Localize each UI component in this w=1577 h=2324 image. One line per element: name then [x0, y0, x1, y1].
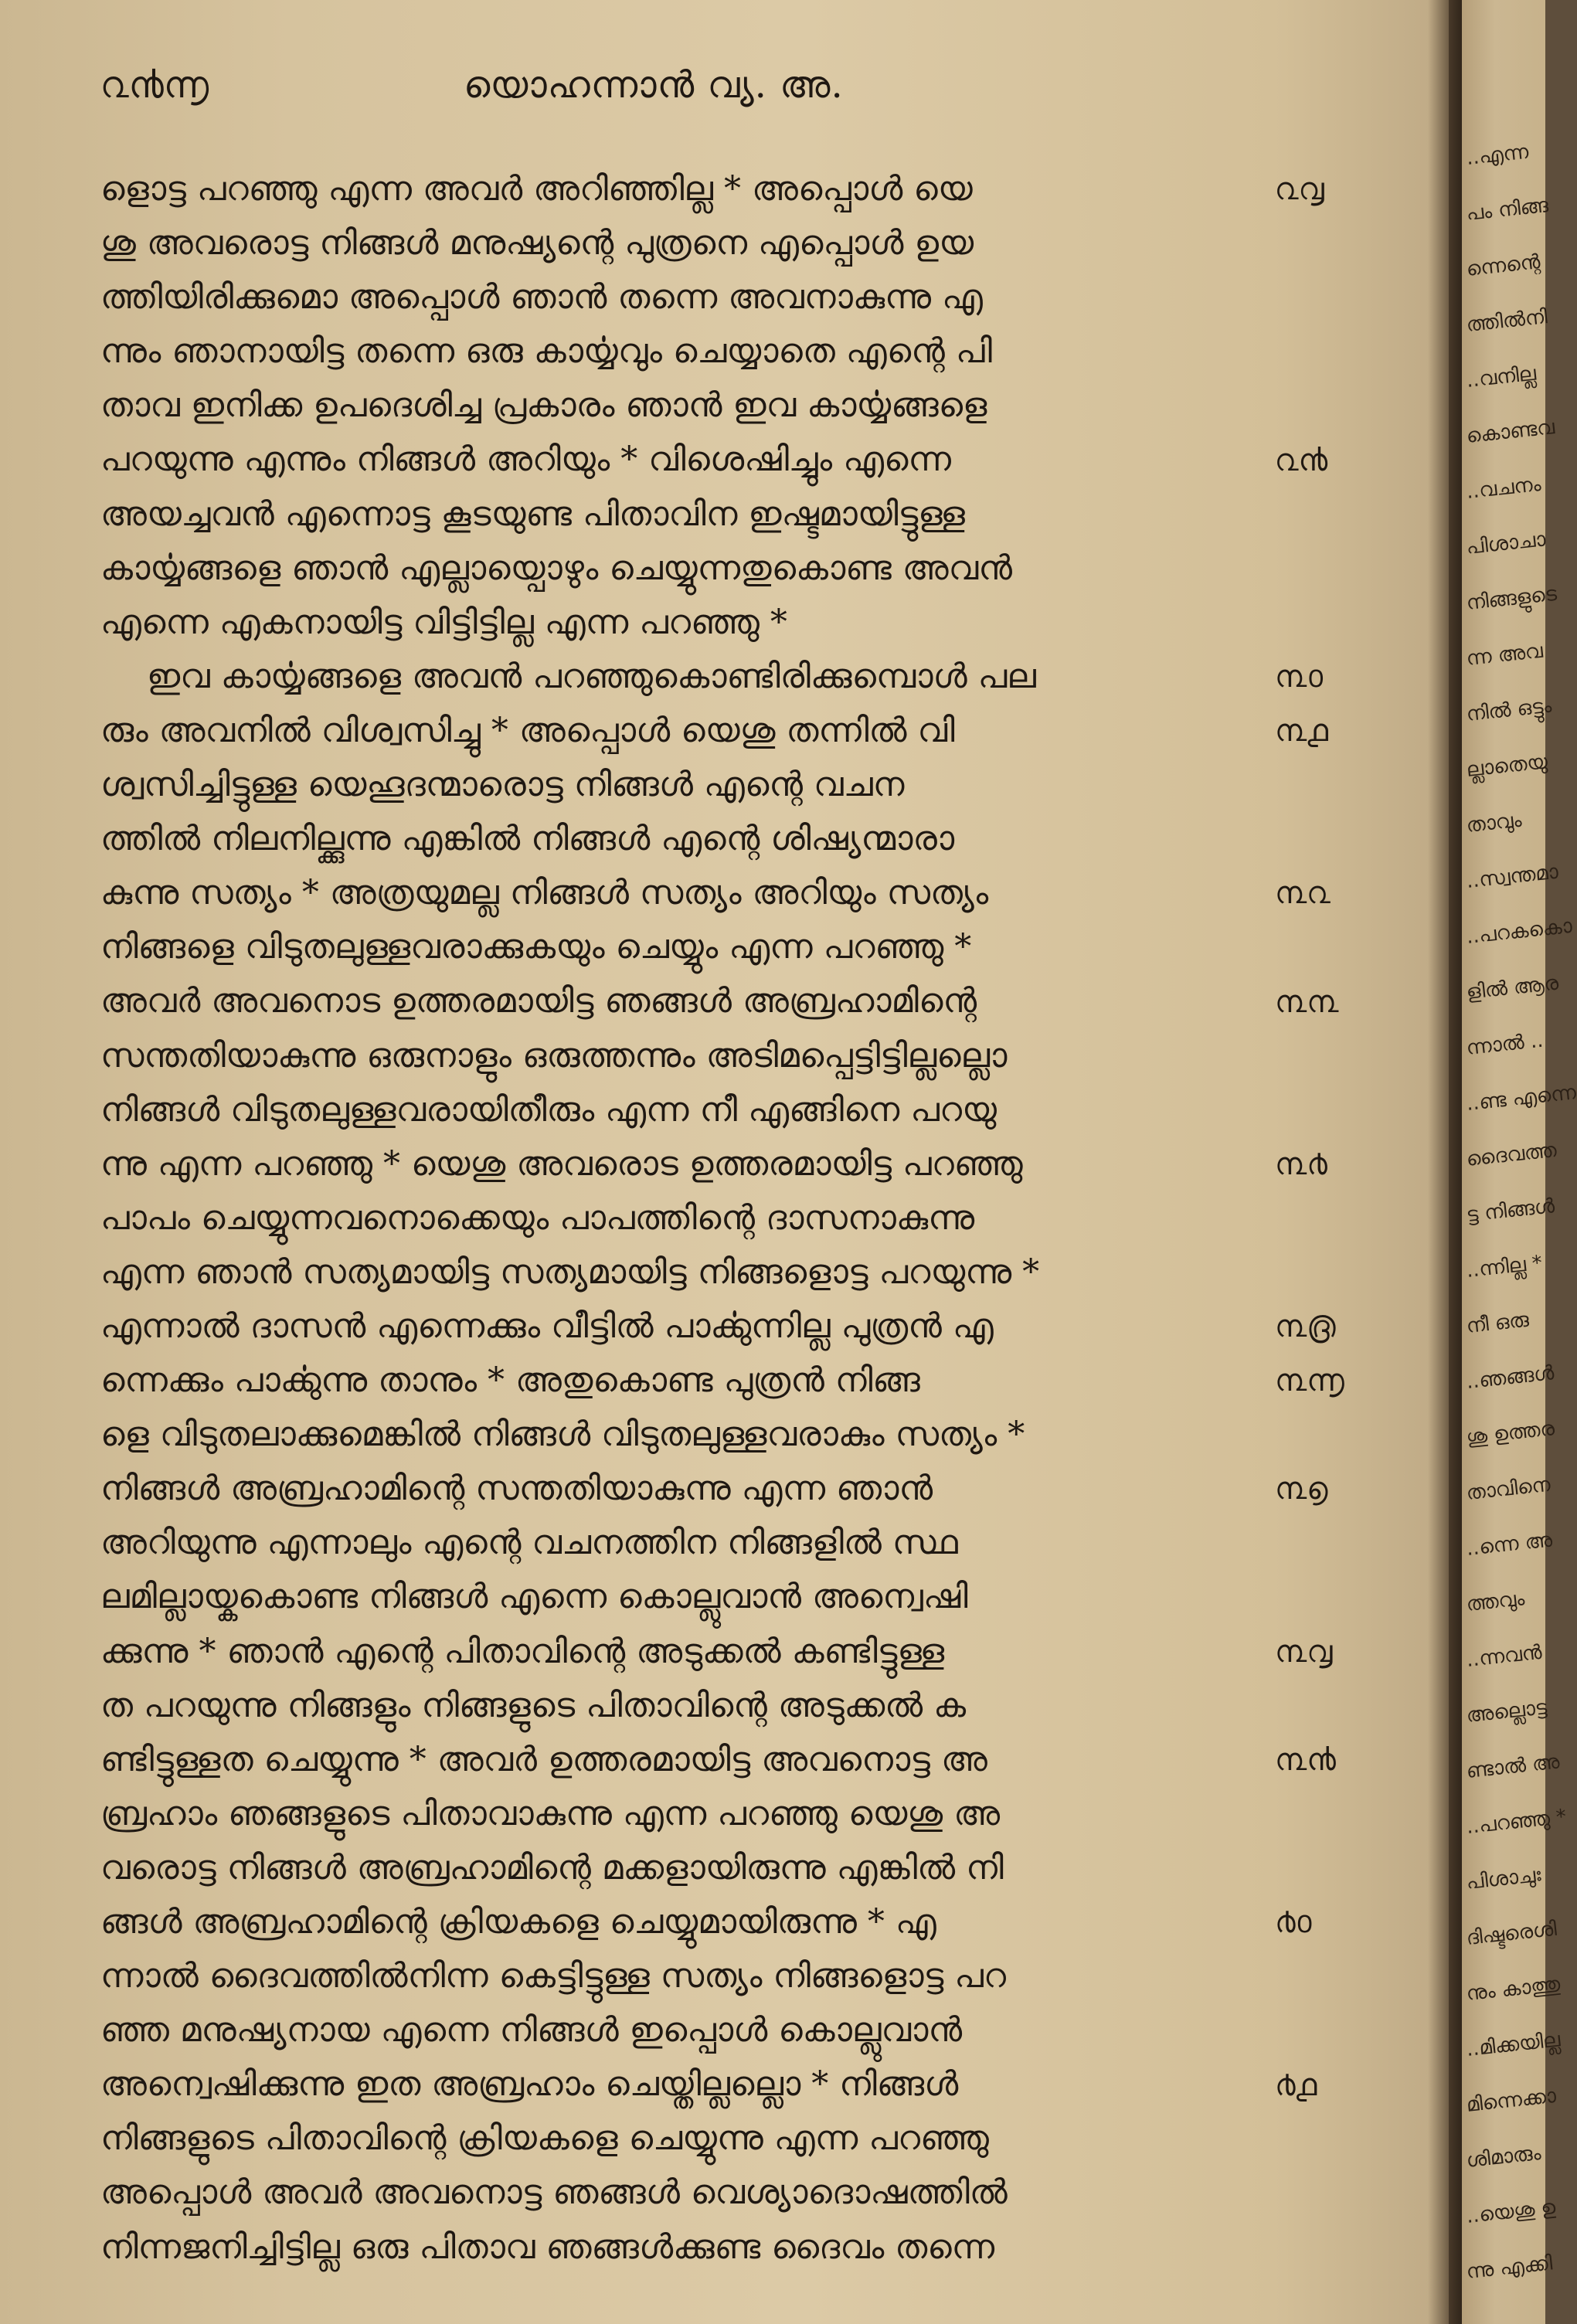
text-line: വരൊട്ട നിങ്ങൾ അബ്രഹാമിന്റെ മക്കളായിരുന്നു എങ്കിൽ നി	[100, 1847, 1004, 1887]
facing-page-fragment: മിന്നെക്കാ	[1465, 2084, 1558, 2117]
facing-page-fragment: ..ന്നെ അ	[1465, 1528, 1554, 1561]
running-title: യൊഹന്നാൻ വ്യ. അ.	[464, 63, 844, 107]
text-line: ന്നു എന്ന പറഞ്ഞു * യെശു അവരൊട ഉത്തരമായിട്ട പറഞ്ഞു	[100, 1143, 1023, 1184]
facing-page-fragment: ണ്ടാൽ അ	[1465, 1750, 1561, 1783]
facing-page-fragment: ശു ഉത്തര	[1465, 1417, 1556, 1449]
text-line: അന്വെഷിക്കുന്നു ഇത അബ്രഹാം ചെയ്തില്ലല്ലൊ * നിങ്ങൾ	[100, 2064, 959, 2105]
facing-page-fragment: ല്ലാതെയു	[1465, 750, 1549, 782]
text-line: രും അവനിൽ വിശ്വസിച്ചു * അപ്പൊൾ യെശു തന്നിൽ വി	[100, 710, 955, 750]
facing-page-fragment: ന്ന അവ	[1465, 639, 1545, 671]
text-line: നിങ്ങളുടെ പിതാവിന്റെ ക്രിയകളെ ചെയ്യുന്നു എന്ന പറഞ്ഞു	[100, 2118, 989, 2159]
facing-page-fragment: ശിമാരും	[1465, 2141, 1542, 2173]
verse-number: ൩൧	[1275, 713, 1328, 749]
facing-page-edge	[1462, 0, 1577, 2324]
facing-page-fragment: ത്തിൽനി	[1465, 305, 1549, 337]
text-line: കാൎയ്യങ്ങളെ ഞാൻ എല്ലായ്പൊഴും ചെയ്യുന്നതുകൊണ്ട അവൻ	[100, 548, 1013, 588]
text-line: ത്തിൽ നിലനില്ക്കുന്നു എങ്കിൽ നിങ്ങൾ എന്റെ ശിഷ്യന്മാരാ	[100, 819, 955, 859]
text-line: പറയുന്നു എന്നും നിങ്ങൾ അറിയും * വിശെഷിച്ചും എന്നെ	[100, 440, 951, 480]
text-line: നിങ്ങൾ അബ്രഹാമിന്റെ സന്തതിയാകുന്നു എന്ന ഞാൻ	[100, 1469, 933, 1509]
text-line: ത പറയുന്നു നിങ്ങളും നിങ്ങളുടെ പിതാവിന്റെ അടുക്കൽ ക	[100, 1685, 967, 1725]
facing-page-fragment: ത്തവും	[1465, 1587, 1526, 1616]
text-line: നിങ്ങൾ വിടുതലുള്ളവരായിതീരും എന്ന നീ എങ്ങിനെ പറയു	[100, 1089, 997, 1130]
facing-page-fragment: ട്ട നിങ്ങൾ	[1465, 1194, 1556, 1227]
facing-page-fragment: ..ന്നവൻ	[1465, 1640, 1543, 1672]
text-line: ളൊട്ട പറഞ്ഞു എന്ന അവർ അറിഞ്ഞില്ല * അപ്പൊൾ യെ	[100, 169, 973, 209]
text-line: ശ്വസിച്ചിട്ടുള്ള യെഹൂദന്മാരൊട്ട നിങ്ങൾ എന്റെ വചന	[100, 765, 905, 805]
verse-number: ൨൯	[1275, 442, 1328, 478]
text-line: ബ്രഹാം ഞങ്ങളുടെ പിതാവാകുന്നു എന്ന പറഞ്ഞു യെശു അ	[100, 1793, 1001, 1833]
text-line: എന്ന ഞാൻ സത്യമായിട്ട സത്യമായിട്ട നിങ്ങളൊട്ട പറയുന്നു *	[100, 1252, 1040, 1292]
verse-number: ൩൪	[1275, 1146, 1327, 1182]
verse-number: ൩൨	[1275, 875, 1331, 912]
verse-number: ൩൮	[1275, 1633, 1333, 1670]
text-line: ശു അവരൊട്ട നിങ്ങൾ മനുഷ്യന്റെ പുത്രനെ എപ്പൊൾ ഉയ	[100, 223, 974, 263]
facing-page-fragment: ..ഞങ്ങൾ	[1465, 1361, 1555, 1394]
verse-number: ൪൧	[1275, 2067, 1317, 2103]
verse-number: ൨൮	[1275, 172, 1324, 207]
facing-page-fragment: ന്നാൽ ..	[1465, 1028, 1545, 1060]
body-text	[100, 162, 1259, 2275]
running-head	[0, 63, 1375, 117]
text-line: ഇവ കാൎയ്യങ്ങളെ അവൻ പറഞ്ഞുകൊണ്ടിരിക്കുമ്പൊൾ പല	[147, 656, 1036, 696]
verse-number: ൪൦	[1275, 1904, 1312, 1941]
text-line: സന്തതിയാകുന്നു ഒരുനാളും ഒരുത്തന്നും അടിമപ്പെട്ടിട്ടില്ലല്ലൊ	[100, 1035, 1008, 1075]
facing-page-fragment: ..സ്വന്തമാ	[1465, 860, 1560, 893]
text-line: പാപം ചെയ്യുന്നവനൊക്കെയും പാപത്തിന്റെ ദാസനാകുന്നു	[100, 1198, 975, 1238]
text-line: താവ ഇനിക്ക ഉപദെശിച്ച പ്രകാരം ഞാൻ ഇവ കാൎയ്യങ്ങളെ	[100, 386, 987, 426]
facing-page-fragment: ..ന്നില്ല *	[1465, 1251, 1544, 1283]
text-line: ഞ്ഞ മനുഷ്യനായ എന്നെ നിങ്ങൾ ഇപ്പൊൾ കൊല്ലുവാൻ	[100, 2010, 963, 2050]
text-line: ന്നും ഞാനായിട്ട തന്നെ ഒരു കാൎയ്യവും ചെയ്യാതെ എന്റെ പി	[100, 331, 993, 372]
facing-page-fragment: ..എന്ന	[1465, 140, 1530, 170]
text-line: ത്തിയിരിക്കുമൊ അപ്പൊൾ ഞാൻ തന്നെ അവനാകുന്നു എ	[100, 277, 983, 318]
facing-page-fragment: ..പറകകൊ	[1465, 914, 1574, 949]
facing-page-fragment: നീ ഒരു	[1465, 1308, 1531, 1338]
text-line: ക്കുന്നു * ഞാൻ എന്റെ പിതാവിന്റെ അടുക്കൽ കണ്ടിട്ടുള്ള	[100, 1631, 945, 1671]
verse-number: ൩൭	[1275, 1471, 1328, 1507]
facing-page-fragment: ..വചനം	[1465, 472, 1542, 504]
facing-page-fragment: താവും	[1465, 808, 1523, 838]
text-line: ങ്ങൾ അബ്രഹാമിന്റെ ക്രിയകളെ ചെയ്യുമായിരുന്നു * എ	[100, 1902, 936, 1942]
page-number: ൨൯൬	[100, 63, 209, 107]
facing-page-fragment: ന്നു എക്കി	[1465, 2251, 1554, 2284]
facing-page-fragment: ..യെശു ഉ	[1465, 2195, 1557, 2228]
facing-page-fragment: പിശാചാ	[1465, 528, 1547, 559]
facing-page-fragment: ..ണ്ട എന്നെ	[1465, 1081, 1577, 1116]
text-line: അവർ അവനൊട ഉത്തരമായിട്ട ഞങ്ങൾ അബ്രഹാമിന്റെ	[100, 981, 977, 1021]
facing-page-fragment: ദിഷ്ടരെശി	[1465, 1917, 1558, 1950]
verse-number: ൩൬	[1275, 1363, 1344, 1399]
facing-page-fragment: ..പറഞ്ഞു *	[1465, 1805, 1568, 1839]
facing-page-fragment: ..മിക്കയില്ല	[1465, 2028, 1562, 2061]
verse-number: ൩൫	[1275, 1309, 1336, 1345]
text-line: എന്നാൽ ദാസൻ എന്നെക്കും വീട്ടിൽ പാൎക്കുന്നില്ല പുത്രൻ എ	[100, 1306, 994, 1346]
verse-number: ൩൩	[1275, 984, 1339, 1020]
text-line: ണ്ടിട്ടുള്ളത ചെയ്യുന്നു * അവർ ഉത്തരമായിട്ട അവനൊട്ട അ	[100, 1739, 987, 1779]
facing-page-fragment: പം നിങ്ങ	[1465, 193, 1550, 226]
text-line: ളെ വിടുതലാക്കുമെങ്കിൽ നിങ്ങൾ വിടുതലുള്ളവരാകും സത്യം *	[100, 1415, 1025, 1455]
text-line: ന്നെക്കും പാൎക്കുന്നു താനും * അതുകൊണ്ട പുത്രൻ നിങ്ങ	[100, 1361, 920, 1401]
text-line: എന്നെ എകനായിട്ട വിട്ടിട്ടില്ല എന്ന പറഞ്ഞു *	[100, 602, 787, 642]
facing-page-fragment: ..വനില്ല	[1465, 362, 1538, 392]
book-gutter	[1428, 0, 1462, 2324]
facing-page-fragment: നും കാത്തു	[1465, 1972, 1562, 2006]
facing-page-fragment: പിശാചുഃ	[1465, 1863, 1542, 1894]
facing-page-fragment: ളിൽ ആര	[1465, 971, 1560, 1004]
text-line: അറിയുന്നു എന്നാലും എന്റെ വചനത്തിന നിങ്ങളിൽ സ്ഥ	[100, 1523, 958, 1563]
facing-page-fragment: നിങ്ങളുടെ	[1465, 582, 1558, 615]
text-line: അയച്ചവൻ എന്നൊട്ട കൂടയുണ്ട പിതാവിന ഇഷ്ടമായിട്ടുള്ള	[100, 494, 965, 534]
text-line: അപ്പൊൾ അവർ അവനൊട്ട ഞങ്ങൾ വെശ്യാദൊഷത്തിൽ	[100, 2173, 1008, 2213]
verse-number: ൩൯	[1275, 1741, 1336, 1778]
facing-page-fragment: നിൽ ഒട്ടും	[1465, 694, 1553, 726]
facing-page-fragment: കൊണ്ടവ	[1465, 416, 1556, 448]
text-line: നിന്നജനിച്ചിട്ടില്ല ഒരു പിതാവ ഞങ്ങൾക്കുണ്ട ദൈവം തന്നെ	[100, 2227, 995, 2267]
facing-page-fragment: ദൈവത്ത	[1465, 1138, 1558, 1171]
facing-page-fragment: അല്ലൊട്ട	[1465, 1696, 1548, 1728]
facing-page-fragment: താവിനെ	[1465, 1473, 1552, 1505]
facing-page-fragment: ന്നെന്റെ	[1465, 250, 1541, 281]
text-line: നിങ്ങളെ വിടുതലുള്ളവരാക്കുകയും ചെയ്യും എന്ന പറഞ്ഞു *	[100, 927, 972, 967]
text-line: കുന്നു സത്യം * അത്രയുമല്ല നിങ്ങൾ സത്യം അറിയും സത്യം	[100, 873, 989, 913]
text-line: ലമില്ലായ്കകൊണ്ട നിങ്ങൾ എന്നെ കൊല്ലുവാൻ അന്വെഷി	[100, 1577, 968, 1617]
verse-number: ൩൦	[1275, 658, 1323, 695]
text-line: ന്നാൽ ദൈവത്തിൽനിന്ന കെട്ടിട്ടുള്ള സത്യം നിങ്ങളൊട്ട പറ	[100, 1956, 1006, 1996]
